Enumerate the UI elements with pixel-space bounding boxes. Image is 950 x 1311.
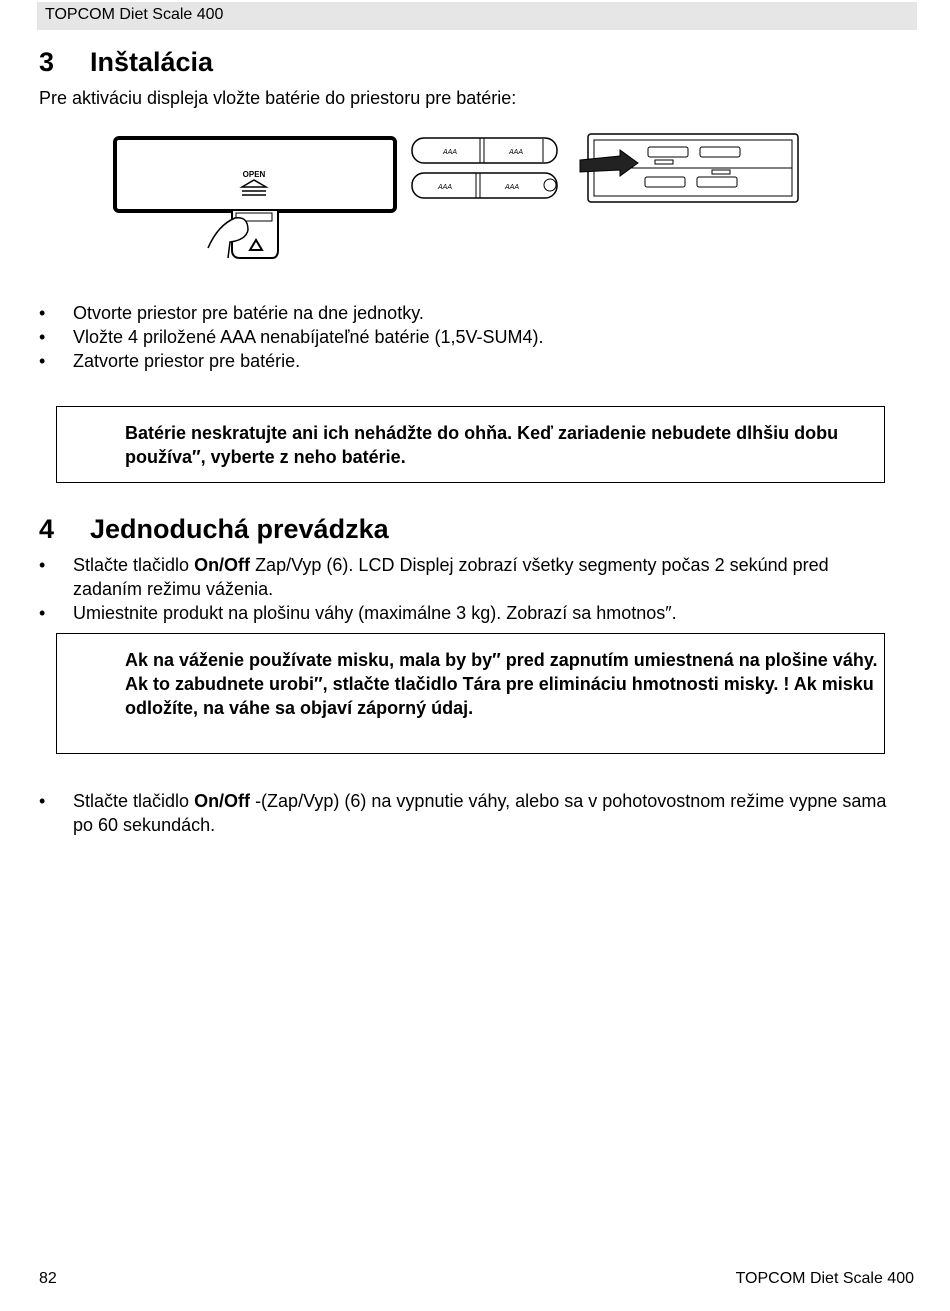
section-4-bullets bbox=[39, 553, 899, 625]
list-item: • Umiestnite produkt na plošinu váhy (maximálne 3 kg). Zobrazí sa hmotnos″. bbox=[39, 601, 899, 625]
section-4-bullets-2 bbox=[39, 789, 899, 837]
aaa-batteries-illustration bbox=[412, 138, 557, 198]
bullet-text: Stlačte tlačidlo bbox=[73, 791, 195, 811]
page-number: 82 bbox=[39, 1270, 57, 1287]
bullet-text: Stlačte tlačidlo bbox=[73, 555, 195, 575]
section-3-title: Inštalácia bbox=[90, 47, 214, 77]
bullet-text: -(Zap/Vyp) (6) na vypnutie váhy, alebo sa v pohotovostnom režime vypne sama po 60 sekundách. bbox=[73, 791, 887, 835]
section-3-bullets bbox=[39, 301, 899, 373]
list-item: • Vložte 4 priložené AAA nenabíjateľné batérie (1,5V-SUM4). bbox=[39, 325, 899, 349]
battery-label-3: AAA bbox=[437, 184, 453, 191]
bowl-note-text: Ak na váženie používate misku, mala by by″ pred zapnutím umiestnená na plošine váhy. Ak to zabudnete urobi″, stlačte tlačidlo Tára pre elimináciu hmotnosti misky. ! Ak misku odložíte, na váhe sa objaví záporný údaj. bbox=[125, 650, 878, 718]
battery-label-1: AAA bbox=[442, 149, 458, 156]
bowl-note-box bbox=[56, 633, 885, 754]
battery-warning-text: Batérie neskratujte ani ich nehádžte do ohňa. Keď zariadenie nebudete dlhšiu dobu používa″, vyberte z neho batérie. bbox=[125, 423, 839, 467]
battery-label-2: AAA bbox=[508, 149, 524, 156]
section-4-number: 4 bbox=[39, 514, 55, 544]
battery-installation-figure bbox=[100, 130, 805, 265]
section-3-intro: Pre aktiváciu displeja vložte batérie do priestoru pre batérie: bbox=[39, 88, 517, 108]
header-title: TOPCOM Diet Scale 400 bbox=[45, 6, 224, 23]
battery-compartment-illustration bbox=[580, 134, 798, 202]
battery-warning-box bbox=[56, 406, 885, 483]
section-4-title: Jednoduchá prevádzka bbox=[90, 514, 389, 544]
on-off-label: On/Off bbox=[194, 791, 251, 811]
scale-bottom-illustration bbox=[115, 138, 395, 258]
list-item: • Otvorte priestor pre batérie na dne jednotky. bbox=[39, 301, 899, 325]
footer-title: TOPCOM Diet Scale 400 bbox=[735, 1270, 914, 1287]
list-item bbox=[39, 789, 899, 837]
section-4-heading bbox=[39, 514, 389, 545]
on-off-label: On/Off bbox=[194, 555, 251, 575]
list-item: • Zatvorte priestor pre batérie. bbox=[39, 349, 899, 373]
section-3-heading bbox=[39, 47, 213, 78]
battery-label-4: AAA bbox=[504, 184, 520, 191]
open-label: OPEN bbox=[242, 170, 266, 179]
list-item bbox=[39, 553, 899, 601]
header-bar bbox=[37, 2, 917, 30]
section-3-number: 3 bbox=[39, 47, 55, 77]
bullet-text: Zap/Vyp (6). LCD Displej zobrazí všetky segmenty počas 2 sekúnd pred zadaním režimu váženia. bbox=[73, 555, 829, 599]
